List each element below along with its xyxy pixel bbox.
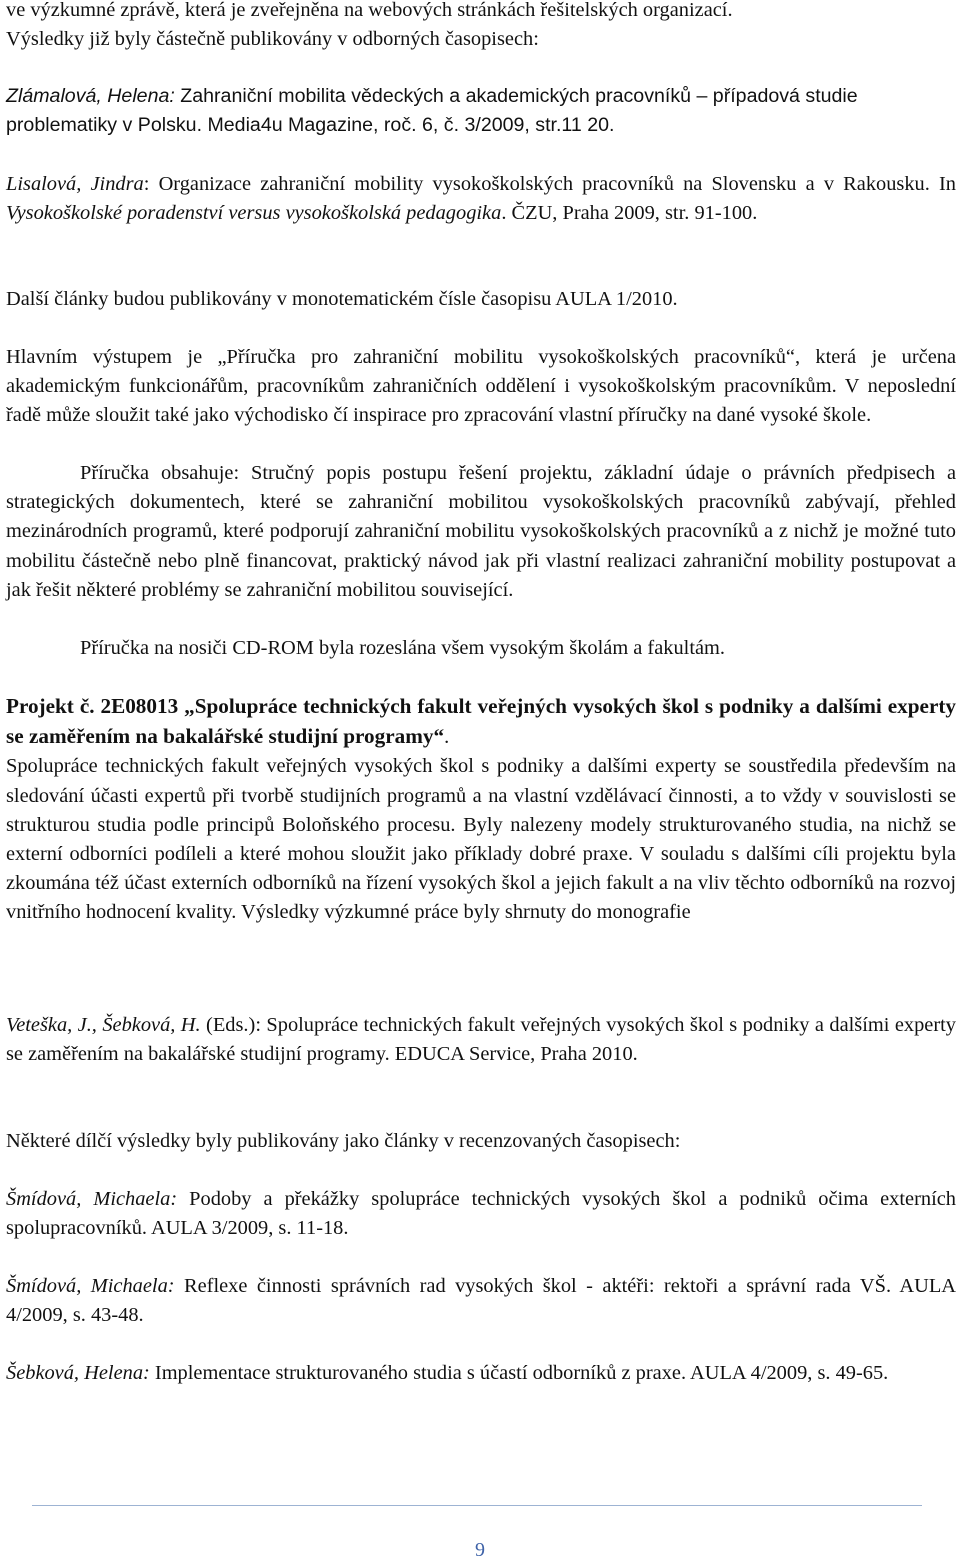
reference-source: Vysokoškolské poradenství versus vysokoškolská pedagogika [6, 202, 502, 225]
reference-text: Reflexe činnosti správních rad vysokých škol - aktéři: rektoři a správní rada VŠ. AULA 4/2009, s. 43-48. [6, 1275, 957, 1327]
footer-divider [32, 1505, 922, 1506]
cdrom-text: Příručka na nosiči CD-ROM byla rozeslána všem vysokým školám a fakultám. [80, 637, 726, 659]
reference-sebkova [6, 1359, 956, 1388]
intro-paragraph [6, 0, 956, 54]
main-output-paragraph: Hlavním výstupem je „Příručka pro zahraniční mobilitu vysokoškolských pracovníků“, která je určena akademickým funkcionářům, pracovníkům zahraničních oddělení i vysokoškolským pracovníkům. V neposlední řadě může sloužit také jako východisko čí inspirace pro zpracování vlastní příručky na dané vysoké škole. [6, 346, 956, 427]
reference-author: Šmídová, Michaela: [6, 1188, 178, 1210]
intro-line-2: Výsledky již byly částečně publikovány v odborných časopisech: [6, 28, 539, 51]
partial-results-note: Některé dílčí výsledky byly publikovány jako články v recenzovaných časopisech: [6, 1130, 681, 1152]
reference-author: Šmídová, Michaela: [6, 1275, 175, 1297]
handbook-contents-text: Příručka obsahuje: Stručný popis postupu řešení projektu, základní údaje o právních předpisech a strategických dokumentech, které se zahraniční mobilitou vysokoškolských pracovníků zabývají, přehled mezinárodních programů, které podporují zahraniční mobilitu vysokoškolských pracovníků a z nichž je možné tuto mobilitu částečně nebo plně financovat, praktický návod jak při vlastní realizaci zahraniční mobility postupovat a jak řešit některé problémy se zahraniční mobilitou související. [6, 462, 956, 601]
handbook-contents-paragraph [6, 459, 956, 605]
reference-author: Zlámalová, Helena: [6, 85, 175, 107]
reference-zlamalova [6, 82, 956, 140]
reference-lisalova [6, 170, 956, 228]
reference-author: Veteška, J., Šebková, H. [6, 1014, 201, 1036]
project-body: Spolupráce technických fakult veřejných vysokých škol s podniky a dalšími experty se soustředila především na sledování účasti expertů při tvorbě studijních programů a na vlastní vzdělávací činnosti, a to vždy v souvislosti se strukturou studia podle principů Boloňského procesu. Byly nalezeny modely strukturovaného studia, na nichž se externí odborníci podíleli a které mohou sloužit jako příklady dobré praxe. V souladu s dalšími cíli projektu byla zkoumána též účast externích odborníků na řízení vysokých škol a jejich fakult a na vliv těchto odborníků na rozvoj vnitřního hodnocení kvality. Výsledky výzkumné práce byly shrnuty do monografie [6, 755, 956, 924]
cdrom-line [6, 634, 956, 663]
reference-text: Implementace strukturovaného studia s účastí odborníků z praxe. AULA 4/2009, s. 49-65. [149, 1362, 889, 1384]
project-section [6, 692, 956, 928]
reference-text-end: . ČZU, Praha 2009, str. 91-100. [501, 202, 758, 225]
reference-author: Šebková, Helena: [6, 1362, 150, 1384]
reference-smidova-2 [6, 1272, 956, 1330]
intro-line-1: ve výzkumné zprávě, která je zveřejněna na webových stránkách řešitelských organizací. [6, 0, 733, 21]
reference-text: : Organizace zahraniční mobility vysokoškolských pracovníků na Slovensku a v Rakousku. In [143, 173, 956, 195]
page-number: 9 [475, 1539, 485, 1561]
further-articles-note: Další články budou publikovány v monotematickém čísle časopisu AULA 1/2010. [6, 288, 678, 310]
reference-veteska [6, 1011, 956, 1069]
project-title: Projekt č. 2E08013 „Spolupráce technických fakult veřejných vysokých škol s podniky a dalšími experty se zaměřením na bakalářské studijní programy“ [6, 694, 956, 749]
reference-text: Podoby a překážky spolupráce technických vysokých škol a podniků očima externích spolupracovníků. AULA 3/2009, s. 11-18. [6, 1188, 956, 1240]
reference-text: (Eds.): Spolupráce technických fakult veřejných vysokých škol s podniky a dalšími experty se zaměřením na bakalářské studijní programy. EDUCA Service, Praha 2010. [6, 1014, 956, 1066]
reference-smidova-1 [6, 1185, 956, 1243]
project-title-end: . [444, 726, 450, 749]
reference-author: Lisalová, Jindra [6, 173, 144, 195]
reference-text: Zahraniční mobilita vědeckých a akademických pracovníků – případová studie problematiky v Polsku. Media4u Magazine, roč. 6, č. 3/2009, str.11 20. [6, 85, 858, 137]
